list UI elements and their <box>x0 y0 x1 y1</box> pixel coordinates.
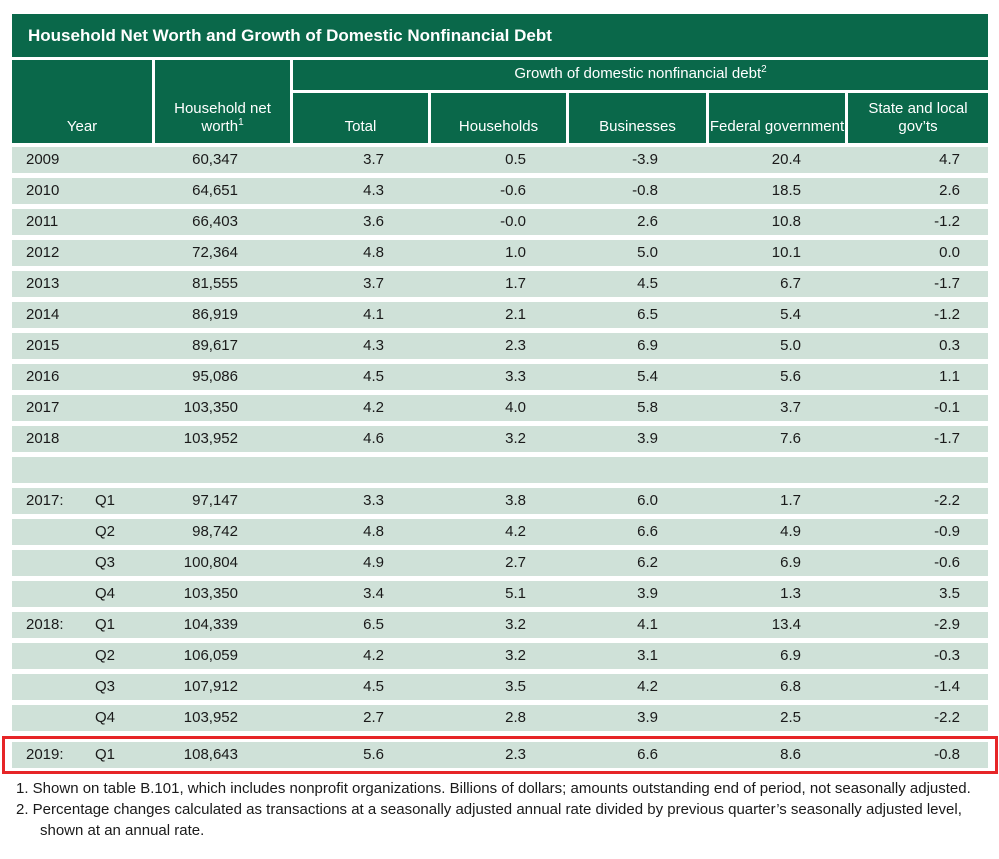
cell-total: 3.6 <box>363 213 384 230</box>
cell-federal-government: 4.9 <box>780 523 801 540</box>
cell-total: 4.1 <box>363 306 384 323</box>
cell-total: 4.8 <box>363 523 384 540</box>
year-label: 2013 <box>26 275 60 292</box>
cell-year <box>12 457 152 483</box>
table-row <box>12 209 988 235</box>
cell-businesses: 5.0 <box>637 244 658 261</box>
cell-net-worth: 60,347 <box>192 151 238 168</box>
table-row <box>12 581 988 607</box>
year-label: 2009 <box>26 151 60 168</box>
table-row <box>12 302 988 328</box>
cell-businesses: 5.4 <box>637 368 658 385</box>
cell-total: 5.6 <box>363 746 384 763</box>
cell-net-worth: 103,350 <box>183 399 238 416</box>
table-row <box>12 488 988 514</box>
cell-net-worth: 86,919 <box>192 306 238 323</box>
col-header-total: Total <box>293 93 428 143</box>
col-header-federal-government: Federal government <box>709 93 845 143</box>
cell-total: 4.3 <box>363 337 384 354</box>
cell-year <box>12 240 152 266</box>
footnote-ref-1: 1 <box>238 117 244 128</box>
cell-households <box>431 457 566 483</box>
cell-net-worth: 81,555 <box>192 275 238 292</box>
year-label: 2016 <box>26 368 60 385</box>
statistics-table <box>12 14 988 841</box>
cell-businesses: 6.5 <box>637 306 658 323</box>
cell-businesses: -3.9 <box>632 151 658 168</box>
cell-federal-government: 6.8 <box>780 678 801 695</box>
cell-businesses: 3.9 <box>637 709 658 726</box>
footnotes <box>12 778 977 841</box>
table-row <box>12 240 988 266</box>
cell-total <box>293 457 428 483</box>
cell-households: -0.6 <box>500 182 526 199</box>
cell-state-local: -2.2 <box>934 709 960 726</box>
quarter-label: Q3 <box>95 554 116 571</box>
cell-net-worth: 66,403 <box>192 213 238 230</box>
table-body <box>12 147 988 774</box>
cell-state-local: -0.9 <box>934 523 960 540</box>
cell-households: 4.2 <box>505 523 526 540</box>
cell-net-worth: 100,804 <box>183 554 238 571</box>
cell-year <box>12 302 152 328</box>
cell-federal-government: 5.6 <box>780 368 801 385</box>
cell-total: 4.8 <box>363 244 384 261</box>
cell-households: 3.2 <box>505 616 526 633</box>
cell-state-local: -2.2 <box>934 492 960 509</box>
cell-total: 3.7 <box>363 151 384 168</box>
cell-households: 2.3 <box>505 746 526 763</box>
highlight-box <box>2 736 998 774</box>
year-label: 2019: <box>26 746 64 763</box>
table-row <box>12 395 988 421</box>
cell-households: 3.3 <box>505 368 526 385</box>
year-label: 2018: <box>26 616 64 633</box>
cell-federal-government: 7.6 <box>780 430 801 447</box>
cell-year <box>12 333 152 359</box>
cell-households: 2.1 <box>505 306 526 323</box>
quarter-label: Q2 <box>95 647 116 664</box>
cell-businesses: 6.0 <box>637 492 658 509</box>
table-row <box>12 426 988 452</box>
cell-households: 5.1 <box>505 585 526 602</box>
cell-state-local: -0.1 <box>934 399 960 416</box>
cell-businesses: 6.6 <box>637 523 658 540</box>
cell-year <box>12 581 152 607</box>
cell-year <box>12 705 152 731</box>
cell-total: 2.7 <box>363 709 384 726</box>
cell-total: 4.9 <box>363 554 384 571</box>
col-header-year-label: Year <box>66 118 98 135</box>
col-header-net-worth-label: Household net worth$^1$ <box>174 100 271 135</box>
cell-total: 4.5 <box>363 368 384 385</box>
cell-state-local: 2.6 <box>939 182 960 199</box>
table-row <box>12 643 988 669</box>
cell-total: 4.3 <box>363 182 384 199</box>
cell-state-local: -1.7 <box>934 430 960 447</box>
cell-year <box>12 364 152 390</box>
cell-net-worth: 104,339 <box>183 616 238 633</box>
cell-net-worth: 106,059 <box>183 647 238 664</box>
cell-net-worth: 98,742 <box>192 523 238 540</box>
cell-year <box>12 209 152 235</box>
table-row <box>12 333 988 359</box>
cell-net-worth: 64,651 <box>192 182 238 199</box>
cell-businesses: 5.8 <box>637 399 658 416</box>
cell-total: 4.6 <box>363 430 384 447</box>
table-row <box>12 519 988 545</box>
footnote-1: 1. Shown on table B.101, which includes nonprofit organizations. Billions of dollars; amounts outstanding end of period, not seasonally adjusted. <box>16 780 971 797</box>
cell-state-local: -1.2 <box>934 306 960 323</box>
cell-federal-government: 5.0 <box>780 337 801 354</box>
cell-year <box>12 395 152 421</box>
cell-state-local: -1.7 <box>934 275 960 292</box>
cell-net-worth: 103,350 <box>183 585 238 602</box>
table-row <box>12 674 988 700</box>
cell-year <box>12 178 152 204</box>
col-header-net-worth <box>155 60 290 143</box>
cell-year <box>12 271 152 297</box>
footnote-2: 2. Percentage changes calculated as transactions at a seasonally adjusted annual rate divided by previous quarter’s seasonally adjusted level, shown at an annual rate. <box>16 801 962 839</box>
group-header-growth <box>293 60 988 90</box>
cell-businesses: 4.1 <box>637 616 658 633</box>
cell-households: 4.0 <box>505 399 526 416</box>
cell-total: 4.2 <box>363 399 384 416</box>
cell-year <box>12 550 152 576</box>
table-title: Household Net Worth and Growth of Domestic Nonfinancial Debt <box>12 14 988 57</box>
footnote-ref-2: 2 <box>761 64 767 75</box>
cell-net-worth: 103,952 <box>183 430 238 447</box>
cell-federal-government: 6.9 <box>780 647 801 664</box>
cell-state-local: -0.8 <box>934 746 960 763</box>
quarter-label: Q1 <box>95 492 116 509</box>
table-row <box>12 612 988 638</box>
cell-federal-government: 20.4 <box>771 151 801 168</box>
cell-state-local: 0.3 <box>939 337 960 354</box>
cell-year <box>12 643 152 669</box>
year-label: 2012 <box>26 244 60 261</box>
cell-households: 2.3 <box>505 337 526 354</box>
cell-total: 4.2 <box>363 647 384 664</box>
cell-federal-government: 1.7 <box>780 492 801 509</box>
cell-net-worth: 103,952 <box>183 709 238 726</box>
cell-year <box>12 426 152 452</box>
table-row <box>12 457 988 483</box>
cell-state-local: 4.7 <box>939 151 960 168</box>
cell-state-local: -0.6 <box>934 554 960 571</box>
cell-federal-government: 2.5 <box>780 709 801 726</box>
cell-net-worth: 95,086 <box>192 368 238 385</box>
table-row <box>12 147 988 173</box>
cell-households: 1.7 <box>505 275 526 292</box>
quarter-label: Q4 <box>95 709 116 726</box>
cell-federal-government <box>709 457 845 483</box>
cell-households: 1.0 <box>505 244 526 261</box>
cell-year <box>12 612 152 638</box>
cell-federal-government: 6.9 <box>780 554 801 571</box>
cell-households: 0.5 <box>505 151 526 168</box>
col-header-year <box>12 60 152 143</box>
cell-federal-government: 18.5 <box>771 182 801 199</box>
cell-businesses: 4.2 <box>637 678 658 695</box>
cell-year <box>12 488 152 514</box>
cell-total: 4.5 <box>363 678 384 695</box>
quarter-label: Q3 <box>95 678 116 695</box>
cell-year <box>12 742 152 768</box>
cell-households: -0.0 <box>500 213 526 230</box>
cell-year <box>12 519 152 545</box>
year-label: 2017: <box>26 492 64 509</box>
group-header-growth-label: Growth of domestic nonfinancial debt$^2$ <box>514 64 767 82</box>
cell-households: 3.2 <box>505 430 526 447</box>
quarter-label: Q4 <box>95 585 116 602</box>
table-row <box>12 271 988 297</box>
quarter-label: Q1 <box>95 746 116 763</box>
table-row <box>12 364 988 390</box>
cell-net-worth <box>155 457 290 483</box>
table-row <box>12 705 988 731</box>
cell-net-worth: 97,147 <box>192 492 238 509</box>
cell-total: 3.3 <box>363 492 384 509</box>
cell-households: 2.7 <box>505 554 526 571</box>
cell-businesses: 3.1 <box>637 647 658 664</box>
cell-year <box>12 147 152 173</box>
cell-state-local: -1.4 <box>934 678 960 695</box>
cell-federal-government: 6.7 <box>780 275 801 292</box>
col-header-businesses: Businesses <box>569 93 706 143</box>
cell-net-worth: 108,643 <box>183 746 238 763</box>
cell-federal-government: 3.7 <box>780 399 801 416</box>
cell-state-local <box>848 457 988 483</box>
quarter-label: Q1 <box>95 616 116 633</box>
cell-federal-government: 1.3 <box>780 585 801 602</box>
cell-federal-government: 10.1 <box>771 244 801 261</box>
table-header <box>12 60 988 143</box>
cell-businesses: -0.8 <box>632 182 658 199</box>
cell-households: 3.2 <box>505 647 526 664</box>
col-header-state-local: State and local gov’ts <box>848 93 988 143</box>
cell-businesses: 6.2 <box>637 554 658 571</box>
cell-federal-government: 13.4 <box>771 616 801 633</box>
cell-total: 3.7 <box>363 275 384 292</box>
year-label: 2010 <box>26 182 60 199</box>
cell-state-local: 1.1 <box>939 368 960 385</box>
cell-state-local: -2.9 <box>934 616 960 633</box>
quarter-label: Q2 <box>95 523 116 540</box>
year-label: 2014 <box>26 306 60 323</box>
cell-businesses: 6.6 <box>637 746 658 763</box>
cell-total: 6.5 <box>363 616 384 633</box>
cell-net-worth: 89,617 <box>192 337 238 354</box>
table-row <box>12 178 988 204</box>
table-row <box>12 550 988 576</box>
cell-households: 3.5 <box>505 678 526 695</box>
cell-net-worth: 107,912 <box>183 678 238 695</box>
year-label: 2015 <box>26 337 60 354</box>
table-row <box>12 742 988 768</box>
cell-businesses: 3.9 <box>637 585 658 602</box>
cell-year <box>12 674 152 700</box>
cell-net-worth: 72,364 <box>192 244 238 261</box>
cell-households: 2.8 <box>505 709 526 726</box>
cell-businesses: 3.9 <box>637 430 658 447</box>
cell-federal-government: 8.6 <box>780 746 801 763</box>
year-label: 2017 <box>26 399 60 416</box>
cell-federal-government: 10.8 <box>771 213 801 230</box>
cell-businesses <box>569 457 706 483</box>
cell-businesses: 2.6 <box>637 213 658 230</box>
cell-state-local: -1.2 <box>934 213 960 230</box>
year-label: 2011 <box>26 213 59 230</box>
cell-households: 3.8 <box>505 492 526 509</box>
year-label: 2018 <box>26 430 60 447</box>
cell-state-local: -0.3 <box>934 647 960 664</box>
cell-state-local: 0.0 <box>939 244 960 261</box>
col-header-households: Households <box>431 93 566 143</box>
cell-state-local: 3.5 <box>939 585 960 602</box>
cell-federal-government: 5.4 <box>780 306 801 323</box>
cell-total: 3.4 <box>363 585 384 602</box>
cell-businesses: 6.9 <box>637 337 658 354</box>
cell-businesses: 4.5 <box>637 275 658 292</box>
